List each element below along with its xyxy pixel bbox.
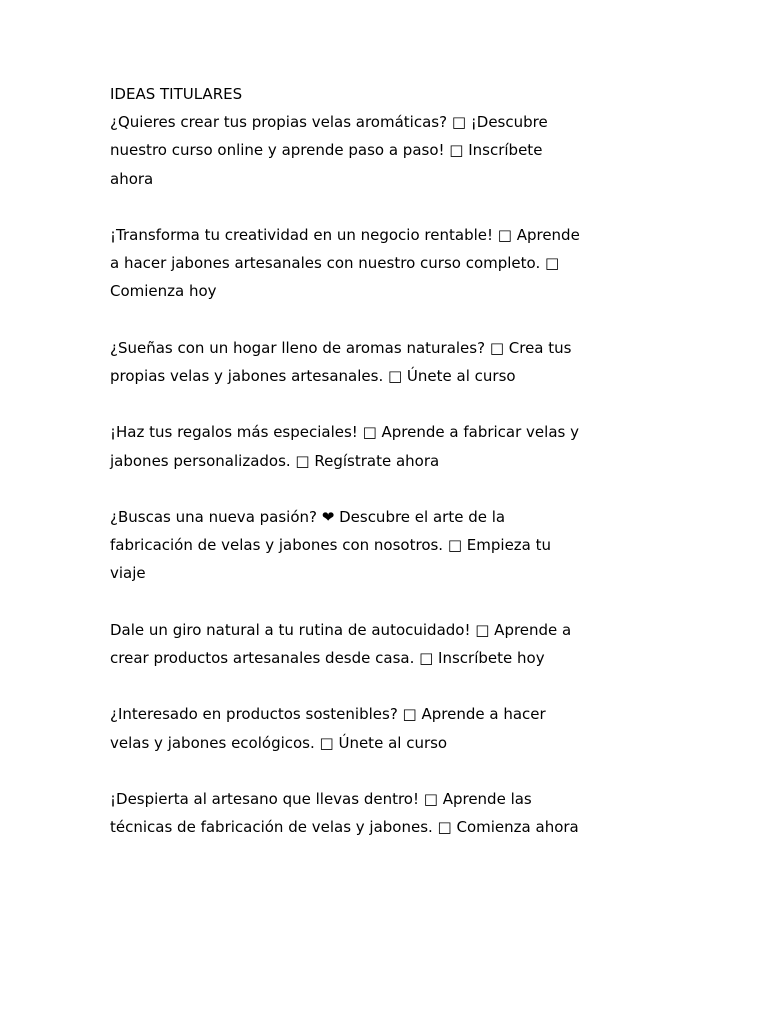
headline-idea-2: ¡Transforma tu creatividad en un negocio rentable! □ Aprende a hacer jabones artesanales con nuestro curso completo. □ Comienza hoy <box>110 226 580 301</box>
document-heading: IDEAS TITULARES <box>110 85 243 103</box>
headline-idea-7: ¿Interesado en productos sostenibles? □ Aprende a hacer velas y jabones ecológicos. □ Únete al curso <box>110 705 546 752</box>
headline-idea-6: Dale un giro natural a tu rutina de autocuidado! □ Aprende a crear productos artesanales desde casa. □ Inscríbete hoy <box>110 620 572 667</box>
headline-idea-4: ¡Haz tus regalos más especiales! □ Aprende a fabricar velas y jabones personalizados. □ Regístrate ahora <box>110 423 579 470</box>
headline-idea-3: ¿Sueñas con un hogar lleno de aromas naturales? □ Crea tus propias velas y jabones artesanales. □ Únete al curso <box>110 338 572 385</box>
headline-idea-5: ¿Buscas una nueva pasión? ❤ Descubre el arte de la fabricación de velas y jabones con nosotros. □ Empieza tu viaje <box>110 507 552 583</box>
document-body <box>110 80 580 841</box>
headline-idea-1: ¿Quieres crear tus propias velas aromáticas? □ ¡Descubre nuestro curso online y aprende paso a paso! □ Inscríbete ahora <box>110 113 548 188</box>
headline-idea-8: ¡Despierta al artesano que llevas dentro! □ Aprende las técnicas de fabricación de velas y jabones. □ Comienza ahora <box>110 789 579 837</box>
